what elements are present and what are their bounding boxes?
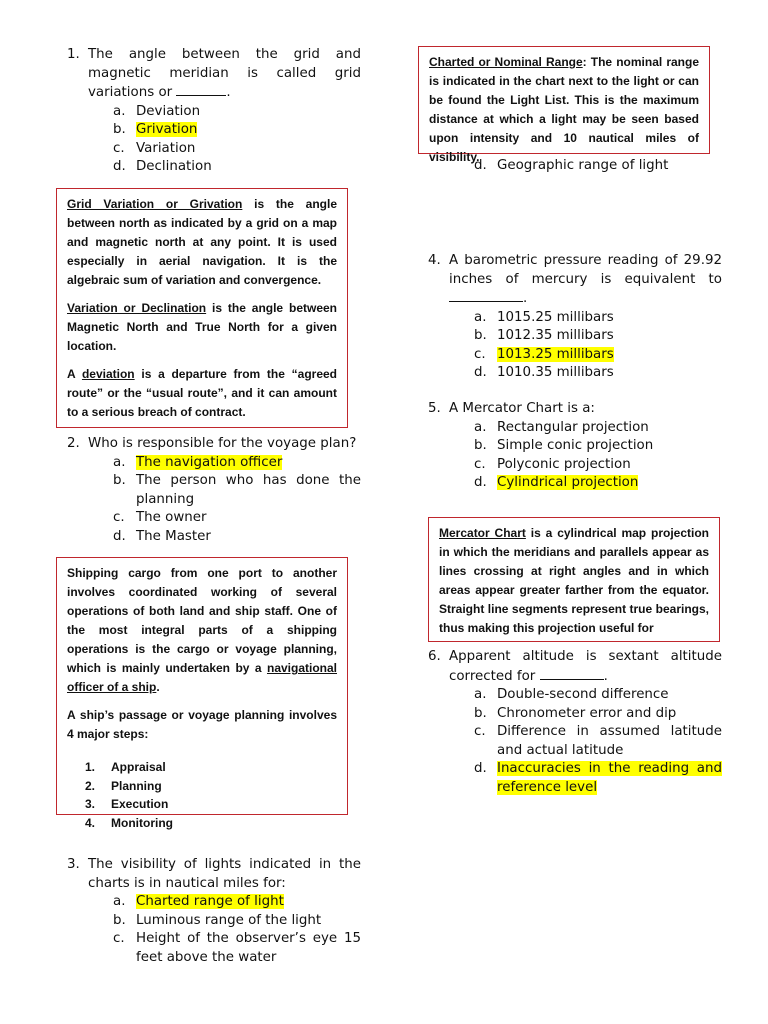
option-c: c. Height of the observer’s eye 15 feet above the water xyxy=(113,931,361,965)
option-d: d. 1010.35 millibars xyxy=(474,365,614,380)
option-a: a. Rectangular projection xyxy=(474,419,649,435)
highlighted-answer: Charted range of light xyxy=(136,894,284,909)
option-d: d. Inaccuracies in the reading and reference level xyxy=(474,761,722,795)
option-c: c. Polyconic projection xyxy=(474,456,631,472)
option-b: b. Luminous range of the light xyxy=(113,912,322,928)
note-paragraph: Shipping cargo from one port to another involves coordinated working of several operations of both land and ship staff. One of the most integral parts of a shipping operations is the cargo or voyage planning, which is mainly undertaken by a navigational officer of a ship. xyxy=(67,566,337,694)
question-number: 5. xyxy=(428,401,441,416)
option-b: b. Chronometer error and dip xyxy=(474,705,677,721)
question-1 xyxy=(67,46,361,177)
note-paragraph: Charted or Nominal Range: The nominal range is indicated in the chart next to the light or can be found the Light List. This is the maximum distance at which a light may be seen based upon intensity and 10 nautical miles of visibility. xyxy=(429,55,699,164)
note-box-voyage-planning xyxy=(56,557,348,830)
option-d: d. The Master xyxy=(113,528,211,544)
option-b: b. 1012.35 millibars xyxy=(474,328,614,343)
note-paragraph: Variation or Declination is the angle between Magnetic North and True North for a given location. xyxy=(67,301,337,353)
question-stem: A barometric pressure reading of 29.92 inches of mercury is equivalent to . xyxy=(449,253,722,306)
option-d: d. Declination xyxy=(113,159,212,174)
note-paragraph: Grid Variation or Grivation is the angle between north as indicated by a grid on a map and magnetic north at any point. It is used especially in aerial navigation. It is the algebraic sum of variation and convergence. xyxy=(67,197,338,287)
highlighted-answer: Grivation xyxy=(136,122,198,137)
question-2 xyxy=(67,435,361,546)
option-a: a. Double-second difference xyxy=(474,687,669,702)
answer-blank xyxy=(449,289,523,302)
highlighted-answer: The navigation officer xyxy=(136,454,283,470)
highlighted-answer: Inaccuracies in the reading and reference level xyxy=(497,761,722,795)
note-box-grivation xyxy=(56,188,348,428)
option-b: b. The person who has done the planning xyxy=(113,473,361,507)
question-number: 3. xyxy=(67,857,80,872)
question-stem: The angle between the grid and magnetic meridian is called grid variations or . xyxy=(88,47,361,100)
option-a: a. Deviation xyxy=(113,103,201,119)
list-item: 3. Execution xyxy=(85,797,169,811)
answer-blank xyxy=(540,667,604,680)
question-3-continued xyxy=(428,157,722,176)
option-d: d. Cylindrical projection xyxy=(474,475,639,490)
note-paragraph: A deviation is a departure from the “agreed route” or the “usual route”, and it can amount to a serious breach of contract. xyxy=(67,367,337,419)
option-c: c. Variation xyxy=(113,140,196,156)
option-c: c. 1013.25 millibars xyxy=(474,346,614,362)
question-stem: Who is responsible for the voyage plan? xyxy=(88,436,357,451)
option-a: a. Charted range of light xyxy=(113,894,284,909)
question-number: 2. xyxy=(67,436,80,451)
option-c: c. Difference in assumed latitude and actual latitude xyxy=(474,724,722,758)
question-number: 4. xyxy=(428,253,441,268)
note-box-charted-range xyxy=(418,46,710,164)
note-paragraph: A ship’s passage or voyage planning involves 4 major steps: xyxy=(67,708,337,741)
option-a: a. The navigation officer xyxy=(113,454,283,470)
question-number: 1. xyxy=(67,47,80,62)
question-stem: The visibility of lights indicated in the charts is in nautical miles for: xyxy=(88,857,361,891)
question-3 xyxy=(67,856,361,967)
question-6 xyxy=(428,648,722,797)
note-paragraph: Mercator Chart is a cylindrical map projection in which the meridians and parallels appear as lines crossing at right angles and in which areas appear greater farther from the equator. Straight line segments represent true bearings, thus making this projection useful for xyxy=(439,526,710,635)
list-item: 2. Planning xyxy=(85,778,162,793)
note-box-mercator xyxy=(428,517,720,642)
question-4 xyxy=(428,252,722,383)
question-stem: A Mercator Chart is a: xyxy=(449,401,595,416)
option-b: b. Simple conic projection xyxy=(474,438,654,453)
option-a: a. 1015.25 millibars xyxy=(474,309,614,325)
steps-list xyxy=(85,758,337,832)
answer-blank xyxy=(176,83,226,96)
option-b: b. Grivation xyxy=(113,122,198,137)
question-number: 6. xyxy=(428,649,441,664)
highlighted-answer: 1013.25 millibars xyxy=(497,346,614,362)
question-stem: Apparent altitude is sextant altitude corrected for . xyxy=(449,649,722,684)
list-item: 1. Appraisal xyxy=(85,760,166,774)
highlighted-answer: Cylindrical projection xyxy=(497,475,639,490)
list-item: 4. Monitoring xyxy=(85,815,173,830)
option-c: c. The owner xyxy=(113,510,207,525)
option-d: d. Geographic range of light xyxy=(474,158,669,173)
question-5 xyxy=(428,400,722,493)
